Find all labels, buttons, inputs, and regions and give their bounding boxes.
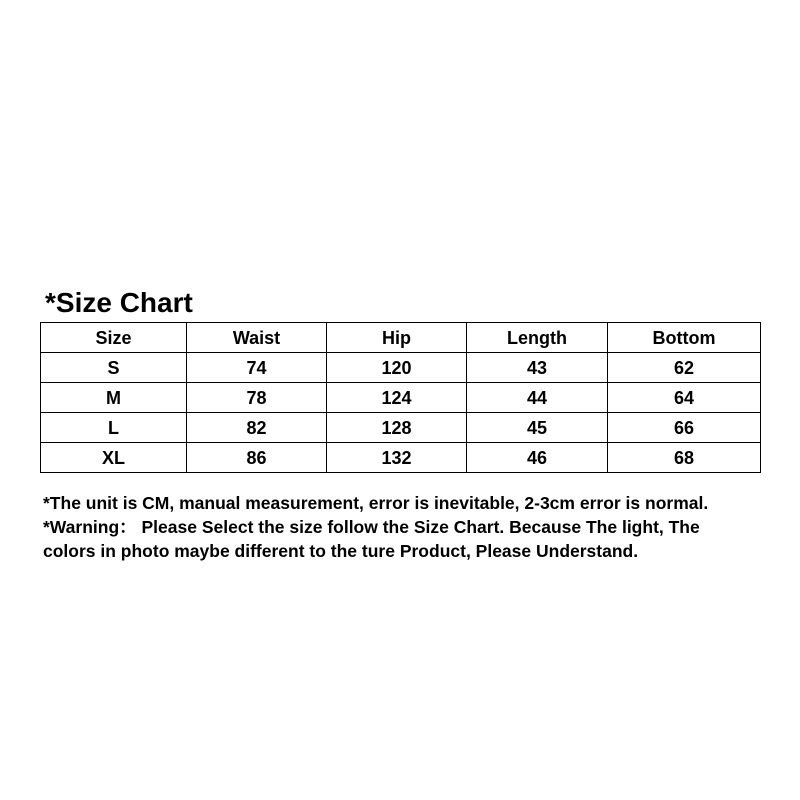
table-row: [41, 383, 761, 413]
header-waist: Waist: [187, 323, 327, 353]
cell-waist: 78: [187, 383, 327, 413]
table-row: [41, 353, 761, 383]
header-bottom: Bottom: [608, 323, 761, 353]
cell-size: M: [41, 383, 187, 413]
cell-size: L: [41, 413, 187, 443]
cell-bottom: 64: [608, 383, 761, 413]
table-row: [41, 413, 761, 443]
cell-hip: 128: [327, 413, 467, 443]
cell-length: 44: [467, 383, 608, 413]
table-header-row: [41, 323, 761, 353]
cell-bottom: 66: [608, 413, 761, 443]
header-hip: Hip: [327, 323, 467, 353]
measurement-note: *The unit is CM, manual measurement, error is inevitable, 2-3cm error is normal. *Warning： Please Select the size follow the Size Chart. Because The light, The colors in photo maybe different to the ture Product, Please Understand.: [43, 493, 709, 561]
cell-bottom: 68: [608, 443, 761, 473]
header-length: Length: [467, 323, 608, 353]
cell-size: S: [41, 353, 187, 383]
cell-hip: 124: [327, 383, 467, 413]
cell-length: 46: [467, 443, 608, 473]
cell-bottom: 62: [608, 353, 761, 383]
size-chart-table: [40, 322, 761, 473]
cell-length: 43: [467, 353, 608, 383]
cell-hip: 132: [327, 443, 467, 473]
size-chart-title: *Size Chart: [45, 287, 193, 318]
cell-size: XL: [41, 443, 187, 473]
cell-waist: 86: [187, 443, 327, 473]
table-row: [41, 443, 761, 473]
cell-waist: 74: [187, 353, 327, 383]
cell-waist: 82: [187, 413, 327, 443]
header-size: Size: [41, 323, 187, 353]
cell-length: 45: [467, 413, 608, 443]
cell-hip: 120: [327, 353, 467, 383]
